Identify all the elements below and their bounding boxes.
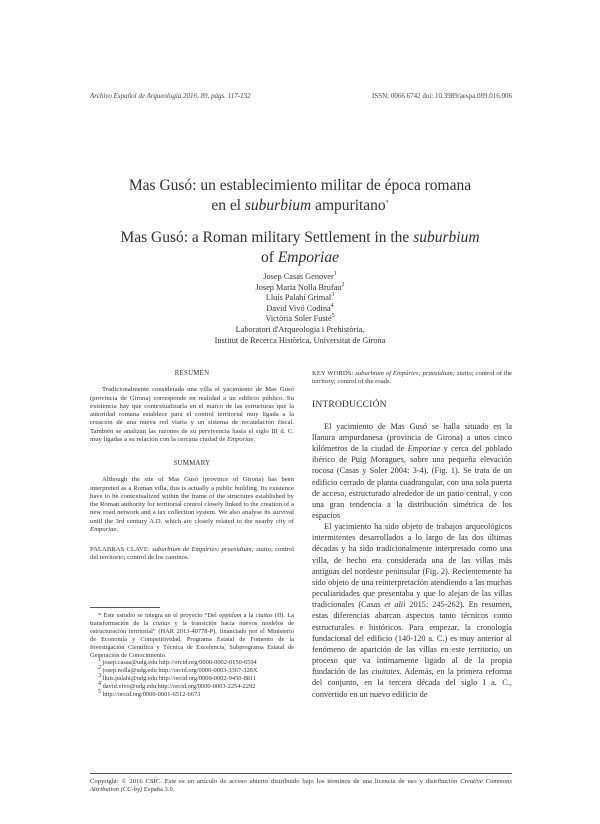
author: Victòria Soler Fusté$^5$ <box>265 313 335 324</box>
resumen-text: Tradicionalmente considerada una villa el yacimiento de Mas Gusó (provincia de Girona) corresponde en realidad a un edificio público. Su existencia hay que contextualizarla en el marco de las estructuras que la autoridad romana establece para el control territorial muy ligada a la creación de una nueva red viaria y un sistema de recaudación fiscal. También se analizan las razones de su pervivencia hasta el siglo III d. C. muy ligadas a su relación con la cercana ciudad de Emporiae. <box>90 386 294 443</box>
right-column <box>312 370 512 700</box>
introduccion-heading: INTRODUCCIÓN <box>312 399 387 410</box>
title-english: Mas Gusó: a Roman military Settlement in the suburbium of Emporiae <box>120 229 480 266</box>
author-contact[interactable]: 1 josep.casas@udg.edu http://orcid.org/0000-0002-0150-6594 <box>98 657 257 667</box>
author: Josep Maria Nolla Brufau$^2$ <box>255 281 345 292</box>
journal-citation: Archivo Español de Arqueología 2016, 89, págs. 117-132 <box>90 92 251 100</box>
author: David Vivó Codina$^4$ <box>266 303 334 313</box>
project-footnote: * Este estudio se integra en el proyecto “Del oppidum a la ciuitas (II). La transformación de la ciuitas y la transición hacia nuevos modelos de estructuración territorial” (HAR 2013-40778-P), financiado por el Ministerio de Economía y Competitividad, Programa Estatal de Fomento de la Investigación Científica y Técnica de Excelencia, Subprograma Estatal de Generación de Conocimiento. <box>90 612 295 659</box>
author: Lluís Palahí Grimal$^3$ <box>265 292 335 303</box>
author-contact[interactable]: 5 http://orcid.org/0000-0001-6512-6673 <box>98 688 201 699</box>
summary-text: Although the site of Mas Gusó (province of Girona) has been interpreted as a Roman villa, this is actually a public building. Its existence have to be contextualized within the frame of the structures established by the Roman authority for territorial control closely linked to the creation of a new road network and a tax collection system. We also analyse its survival until the 3rd century A.D. which are closely related to the nearby city of Emporiae. <box>90 476 294 533</box>
author-list <box>150 272 450 346</box>
author-contact[interactable]: 4 david.vivo@udg.edu http://orcid.org/0000-0003-2254-2292 <box>98 681 256 691</box>
intro-paragraph-2: El yacimiento ha sido objeto de trabajos arqueológicos intermitentes desarrollados a lo largo de las dos últimas décadas y ha sido tradicionalmente interpretado como una villa, de hecho era considerada una de las villas más antiguas del nordeste peninsular (Fig. 2). Recientemente ha sido objeto de una reinterpretación atendiendo a las muchas peculiaridades que presentaba y que lo alejan de las villas tradicionales (Casas et alii 2015: 245-262). En resumen, estas diferencias abarcan aspectos tanto técnicos como estructurales e históricos. Para empezar, la cronología fundacional del edificio (140-120 a. C.) es muy anterior al fenómeno de aparición de las villas en este territorio, un proceso que va íntimamente ligado al de la propia fundación de las ciuitates. Además, en la primera reforma del conjunto, en la tercera década del siglo I a. C., convertido en un nuevo edificio de <box>312 522 512 699</box>
author: Josep Casas Genover$^1$ <box>263 271 337 281</box>
copyright-divider <box>90 773 512 774</box>
intro-paragraph-1: El yacimiento de Mas Gusó se halla situado en la llanura ampurdanesa (provincia de Girona) a unos cinco kilómetros de la ciudad de Emporiae y cerca del poblado ibérico de Puig Moragues, sobre una pequeña elevación rocosa (Casas y Soler 2004: 3-4), (Fig. 1). Se trata de un edificio cerrado de planta cuadrangular, con una sola puerta de acceso, estructurado alrededor de un patio central, y con una gran tendencia a la distribución simétrica de los espacios <box>312 421 512 520</box>
footnote-divider <box>90 607 160 608</box>
palabras-clave: PALABRAS CLAVE: suburbium de Empúries; praesidium; statio; control del territorio; control de los caminos. <box>90 546 294 562</box>
title-footnote-mark[interactable]: * <box>385 199 389 206</box>
affiliation: Laboratori d'Arqueologia i Prehistòria, Institut de Recerca Històrica, Universitat de Girona <box>214 324 386 345</box>
key-words: KEY WORDS: suburbium of Empúries; praesidium; statio; control of the territory; control of the roads. <box>312 370 513 386</box>
author-contact[interactable]: 2 josep.nolla@udg.edu http://orcid.org/0000-0003-3367-328X <box>98 665 258 675</box>
issn-doi: ISSN: 0066 6742 doi: 10.3989/aespa.089.016.006 <box>372 92 512 100</box>
footnotes <box>90 612 294 699</box>
summary-heading: SUMMARY <box>173 460 211 467</box>
title-block <box>60 176 540 268</box>
resumen-heading: RESUMEN <box>174 370 210 377</box>
left-column <box>90 370 294 563</box>
author-contact[interactable]: 3 lluis.palahi@udg.edu http://orcid.org/0000-0002-9450-8811 <box>98 673 257 683</box>
copyright-notice: Copyright: © 2016 CSIC. Este es un artículo de acceso abierto distribuido bajo los términos de una licencia de uso y distribución Creative Commons Attribution (CC-by) España 3.0. <box>90 778 512 794</box>
title-spanish: Mas Gusó: un establecimiento militar de época romana en el suburbium ampuritano* <box>128 177 472 214</box>
